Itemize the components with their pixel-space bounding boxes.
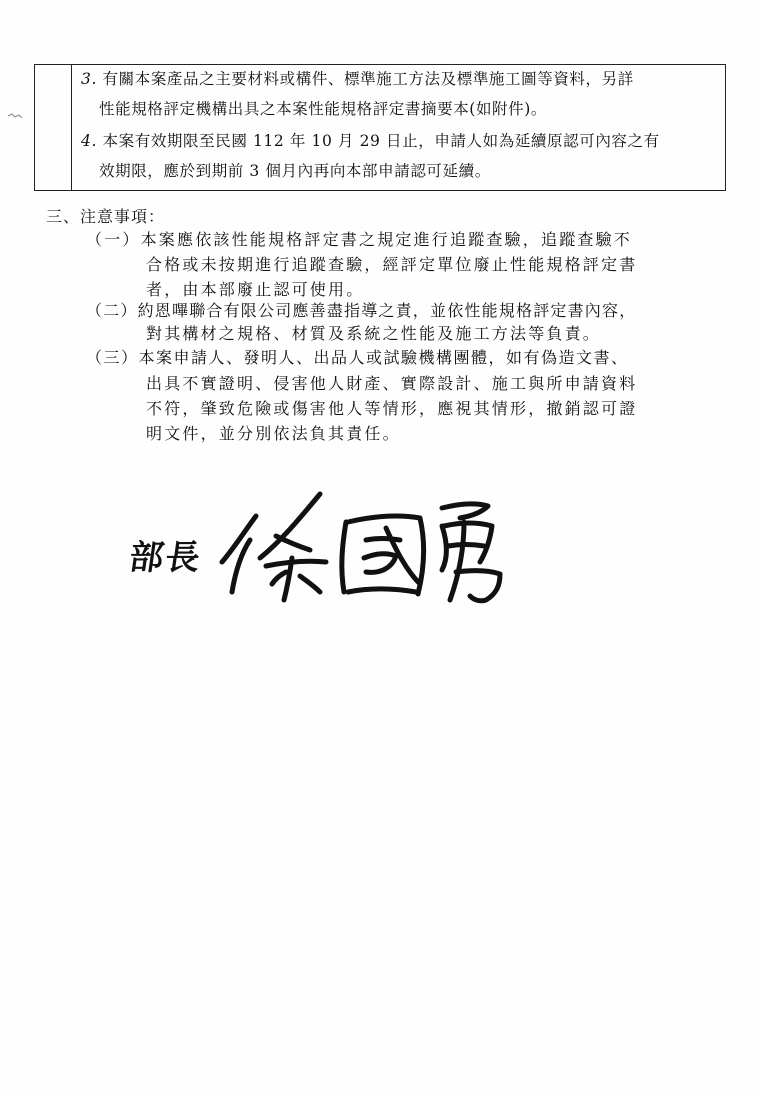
note-1-line-2: 合格或未按期進行追蹤查驗，經評定單位廢止性能規格評定書: [146, 255, 638, 274]
note-2-text-1: 約恩嗶聯合有限公司應善盡指導之責，並依性能規格評定書內容，: [137, 301, 637, 320]
note-1-line-3: 者，由本部廢止認可使用。: [146, 280, 365, 299]
note-2-line-2: 對其構材之規格、材質及系統之性能及施工方法等負責。: [146, 324, 602, 343]
table-divider: [71, 65, 72, 190]
note-2-marker: （二）: [86, 301, 138, 320]
note-3-text-1: 本案申請人、發明人、出品人或試驗機構團體，如有偽造文書、: [138, 348, 629, 367]
signature-block: [126, 488, 510, 608]
item-3-line-2: 性能規格評定機構出具之本案性能規格評定書摘要本(如附件)。: [99, 100, 547, 118]
item-3-text-1: 有關本案產品之主要材料或構件、標準施工方法及標準施工圖等資料，另詳: [102, 70, 634, 88]
item-3-line-1: [81, 69, 719, 89]
item-4-number: 4.: [81, 132, 97, 150]
note-3-line-1: [86, 346, 629, 370]
item-4-line-1: [81, 131, 719, 151]
note-1-line-1: [86, 228, 632, 252]
note-1-text-1: 本案應依該性能規格評定書之規定進行追蹤查驗，追蹤查驗不: [140, 230, 633, 249]
note-2-line-1: [86, 299, 636, 323]
note-3-line-3: 不符，肇致危險或傷害他人等情形，應視其情形，撤銷認可證: [146, 399, 638, 418]
note-1-marker: （一）: [86, 230, 141, 249]
item-3-number: 3.: [81, 70, 97, 88]
scan-speck-mark: [6, 110, 28, 120]
item-4-line-2: 效期限，應於到期前 3 個月內再向本部申請認可延續。: [99, 162, 491, 180]
signature-title: 部長: [126, 538, 205, 578]
continuation-table: [34, 64, 726, 191]
note-3-line-4: 明文件，並分別依法負其責任。: [146, 424, 401, 443]
notes-heading: 三、注意事項：: [46, 207, 166, 226]
item-4-text-1: 本案有效期限至民國 112 年 10 月 29 日止，申請人如為延續原認可內容之有: [102, 132, 660, 150]
note-3-line-2: 出具不實證明、侵害他人財產、實際設計、施工與所申請資料: [146, 374, 638, 393]
minister-handwritten-signature: [216, 488, 506, 606]
note-3-marker: （三）: [86, 348, 139, 367]
